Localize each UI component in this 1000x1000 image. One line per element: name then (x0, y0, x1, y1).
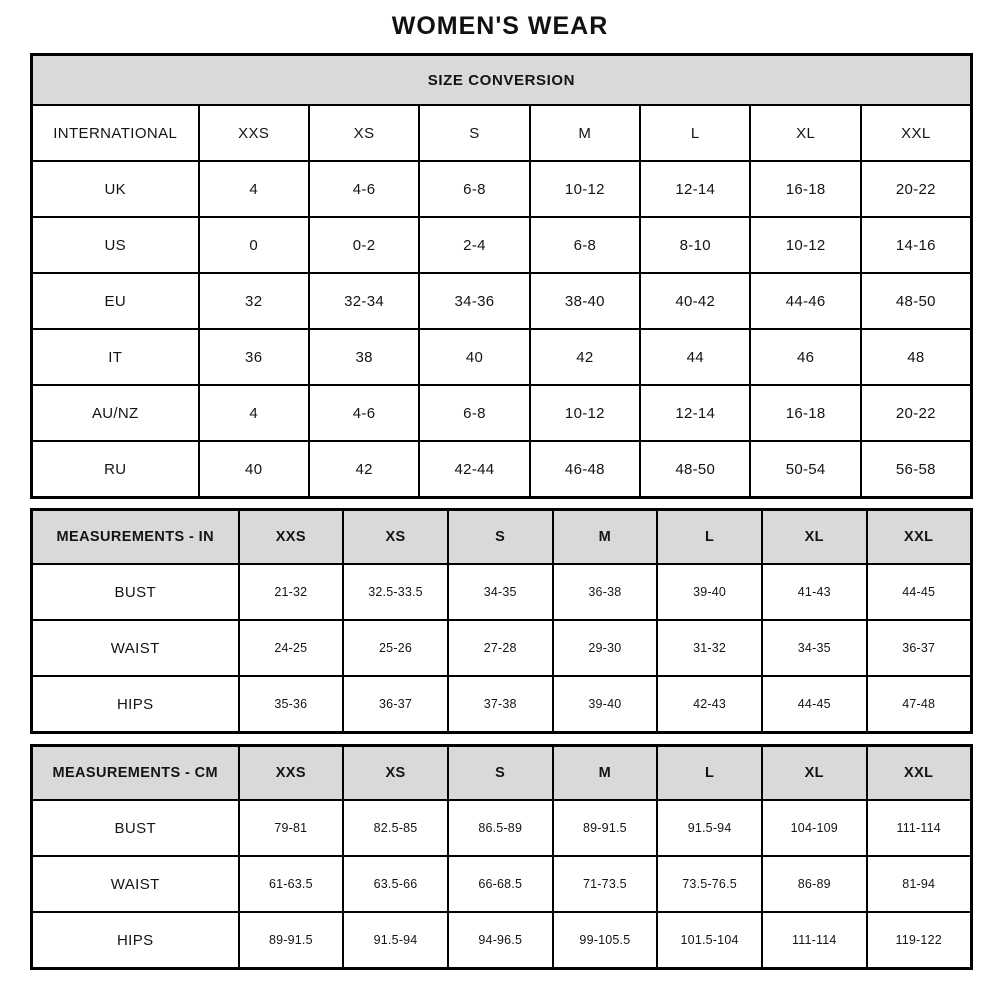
cell-value: 4-6 (309, 385, 419, 441)
cell-value: 12-14 (640, 385, 750, 441)
measurements-in-table (30, 508, 973, 734)
table-row (32, 273, 972, 329)
cell-value: 14-16 (861, 217, 972, 273)
cell-value: 36 (199, 329, 309, 385)
columns-header-row (32, 105, 972, 161)
cell-value: 111-114 (867, 800, 972, 856)
measurements-cm-table (30, 744, 973, 970)
cell-value: 46 (750, 329, 860, 385)
cell-value: 61-63.5 (239, 856, 344, 912)
table-row (32, 161, 972, 217)
table-row (32, 385, 972, 441)
cell-value: 73.5-76.5 (657, 856, 762, 912)
column-header-xxs: XXS (199, 105, 309, 161)
cell-value: 41-43 (762, 564, 867, 620)
cell-value: 44 (640, 329, 750, 385)
size-conversion-table (30, 53, 973, 499)
cell-value: 46-48 (530, 441, 640, 498)
cell-value: 89-91.5 (239, 912, 344, 969)
cell-value: 38-40 (530, 273, 640, 329)
size-header-xl: XL (762, 510, 867, 565)
cell-value: 63.5-66 (343, 856, 448, 912)
cell-value: 79-81 (239, 800, 344, 856)
cell-value: 48-50 (640, 441, 750, 498)
cell-value: 20-22 (861, 161, 972, 217)
column-header-s: S (419, 105, 529, 161)
cell-value: 66-68.5 (448, 856, 553, 912)
cell-value: 32.5-33.5 (343, 564, 448, 620)
cell-value: 0 (199, 217, 309, 273)
row-label: RU (32, 441, 199, 498)
cell-value: 39-40 (553, 676, 658, 733)
size-header-xxl: XXL (867, 746, 972, 801)
cell-value: 37-38 (448, 676, 553, 733)
cell-value: 94-96.5 (448, 912, 553, 969)
column-header-xl: XL (750, 105, 860, 161)
cell-value: 86.5-89 (448, 800, 553, 856)
cell-value: 27-28 (448, 620, 553, 676)
measurements-cm-header-row (32, 746, 972, 801)
size-header-s: S (448, 746, 553, 801)
cell-value: 6-8 (530, 217, 640, 273)
cell-value: 71-73.5 (553, 856, 658, 912)
cell-value: 48-50 (861, 273, 972, 329)
column-header-xxl: XXL (861, 105, 972, 161)
cell-value: 32 (199, 273, 309, 329)
cell-value: 81-94 (867, 856, 972, 912)
cell-value: 34-35 (762, 620, 867, 676)
row-label: WAIST (32, 620, 239, 676)
cell-value: 24-25 (239, 620, 344, 676)
row-label: BUST (32, 564, 239, 620)
cell-value: 36-37 (343, 676, 448, 733)
cell-value: 25-26 (343, 620, 448, 676)
band-header-row (32, 55, 972, 106)
size-header-m: M (553, 510, 658, 565)
cell-value: 38 (309, 329, 419, 385)
cell-value: 91.5-94 (657, 800, 762, 856)
table-row (32, 441, 972, 498)
cell-value: 36-37 (867, 620, 972, 676)
table-row (32, 800, 972, 856)
table-row (32, 329, 972, 385)
cell-value: 4 (199, 385, 309, 441)
cell-value: 6-8 (419, 161, 529, 217)
cell-value: 91.5-94 (343, 912, 448, 969)
cell-value: 10-12 (530, 385, 640, 441)
column-header-m: M (530, 105, 640, 161)
table-row (32, 564, 972, 620)
cell-value: 39-40 (657, 564, 762, 620)
cell-value: 4-6 (309, 161, 419, 217)
measurements-cm-header: MEASUREMENTS - CM (32, 746, 239, 801)
column-header-l: L (640, 105, 750, 161)
cell-value: 40 (199, 441, 309, 498)
row-label: UK (32, 161, 199, 217)
cell-value: 29-30 (553, 620, 658, 676)
size-header-xxs: XXS (239, 510, 344, 565)
cell-value: 6-8 (419, 385, 529, 441)
cell-value: 21-32 (239, 564, 344, 620)
row-label: HIPS (32, 676, 239, 733)
cell-value: 0-2 (309, 217, 419, 273)
cell-value: 89-91.5 (553, 800, 658, 856)
cell-value: 12-14 (640, 161, 750, 217)
size-header-s: S (448, 510, 553, 565)
cell-value: 8-10 (640, 217, 750, 273)
cell-value: 42 (530, 329, 640, 385)
row-label: EU (32, 273, 199, 329)
cell-value: 48 (861, 329, 972, 385)
page-title: WOMEN'S WEAR (391, 12, 609, 40)
row-label: WAIST (32, 856, 239, 912)
measurements-in-header: MEASUREMENTS - IN (32, 510, 239, 565)
cell-value: 104-109 (762, 800, 867, 856)
cell-value: 16-18 (750, 385, 860, 441)
row-label: BUST (32, 800, 239, 856)
table-row (32, 217, 972, 273)
cell-value: 50-54 (750, 441, 860, 498)
size-header-xs: XS (343, 746, 448, 801)
cell-value: 101.5-104 (657, 912, 762, 969)
row-label: HIPS (32, 912, 239, 969)
cell-value: 47-48 (867, 676, 972, 733)
cell-value: 36-38 (553, 564, 658, 620)
column-header-xs: XS (309, 105, 419, 161)
cell-value: 4 (199, 161, 309, 217)
table-row (32, 912, 972, 969)
row-label: US (32, 217, 199, 273)
row-label: AU/NZ (32, 385, 199, 441)
cell-value: 82.5-85 (343, 800, 448, 856)
cell-value: 44-46 (750, 273, 860, 329)
cell-value: 40-42 (640, 273, 750, 329)
cell-value: 42 (309, 441, 419, 498)
size-header-l: L (657, 746, 762, 801)
size-header-m: M (553, 746, 658, 801)
size-header-xs: XS (343, 510, 448, 565)
cell-value: 99-105.5 (553, 912, 658, 969)
size-header-xl: XL (762, 746, 867, 801)
cell-value: 111-114 (762, 912, 867, 969)
column-header-international: INTERNATIONAL (32, 105, 199, 161)
cell-value: 40 (419, 329, 529, 385)
row-label: IT (32, 329, 199, 385)
cell-value: 42-44 (419, 441, 529, 498)
cell-value: 10-12 (750, 217, 860, 273)
size-header-xxs: XXS (239, 746, 344, 801)
cell-value: 10-12 (530, 161, 640, 217)
cell-value: 119-122 (867, 912, 972, 969)
size-header-xxl: XXL (867, 510, 972, 565)
cell-value: 16-18 (750, 161, 860, 217)
cell-value: 35-36 (239, 676, 344, 733)
cell-value: 32-34 (309, 273, 419, 329)
cell-value: 56-58 (861, 441, 972, 498)
cell-value: 20-22 (861, 385, 972, 441)
size-conversion-header: SIZE CONVERSION (32, 55, 972, 106)
table-row (32, 856, 972, 912)
cell-value: 44-45 (762, 676, 867, 733)
table-row (32, 676, 972, 733)
cell-value: 42-43 (657, 676, 762, 733)
cell-value: 31-32 (657, 620, 762, 676)
cell-value: 2-4 (419, 217, 529, 273)
cell-value: 34-35 (448, 564, 553, 620)
cell-value: 86-89 (762, 856, 867, 912)
cell-value: 44-45 (867, 564, 972, 620)
size-chart-sheet (30, 0, 970, 970)
size-header-l: L (657, 510, 762, 565)
table-row (32, 620, 972, 676)
measurements-in-header-row (32, 510, 972, 565)
cell-value: 34-36 (419, 273, 529, 329)
